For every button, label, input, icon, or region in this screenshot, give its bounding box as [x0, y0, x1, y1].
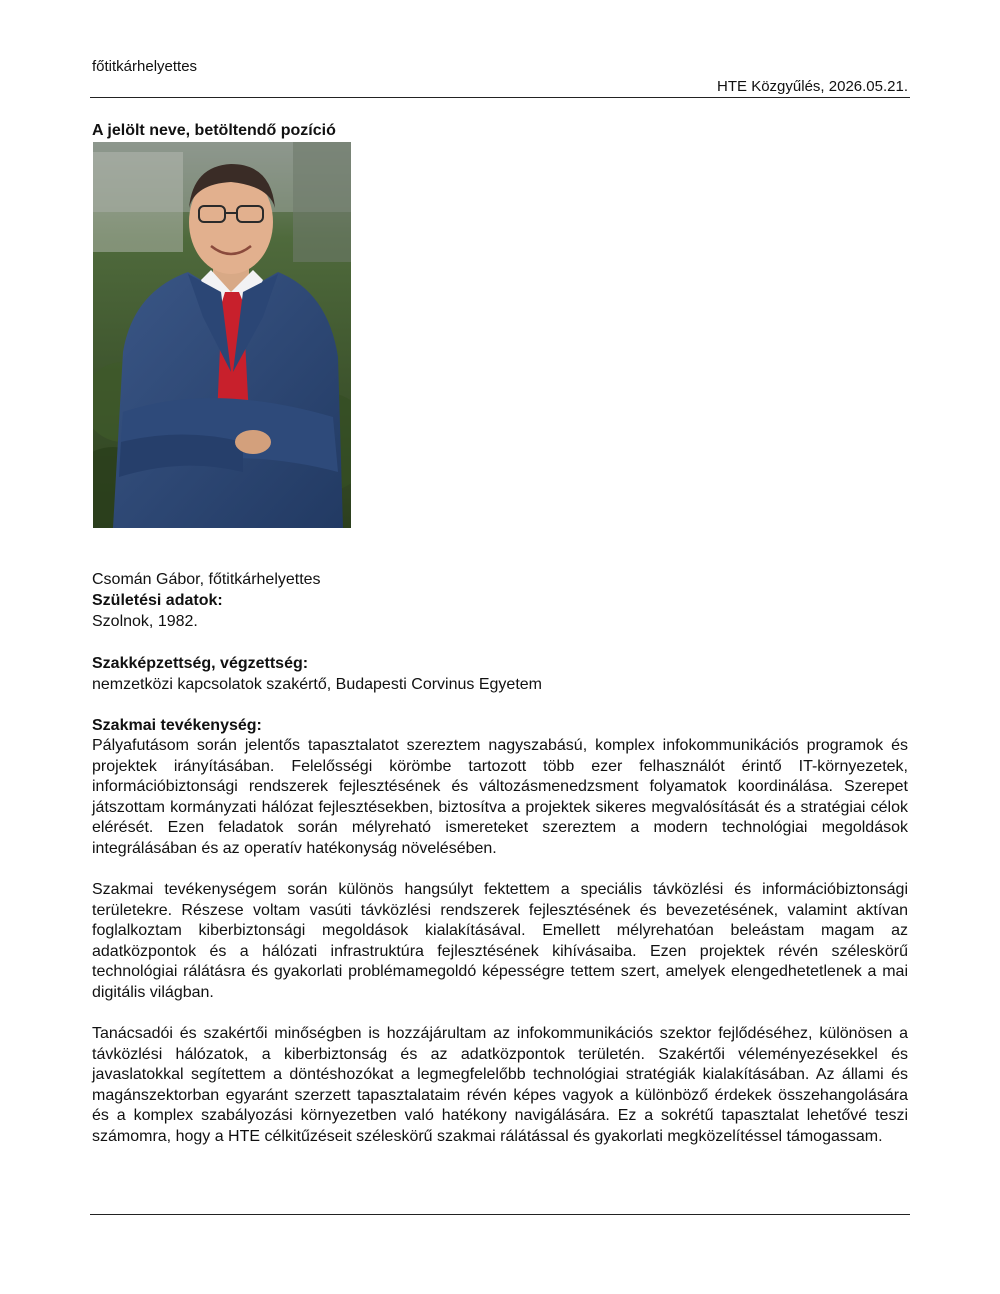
activity-paragraph: Pályafutásom során jelentős tapasztalatot szereztem nagyszabású, komplex infokommunikációs programok és projektek irányításában. Felelősségi körömbe tartozott több ezer felhasználót érintő IT-környezetek, információbiztonsági rendszerek fejlesztésének és változásmenedzsment folyamatok koordinálása. Szerepet játszottam kormányzati hálózat fejlesztésekben, biztosítva a projektek sikeres megvalósítását és a stratégiai célok elérését. Ezen feladatok során mélyreható ismereteket szereztem a modern technológiai megoldások integrálásában és az operatív hatékonyság növelésében.: [92, 737, 908, 857]
education-label: Szakképzettség, végzettség:: [92, 655, 309, 672]
activity-paragraph: Tanácsadói és szakértői minőségben is hozzájárultam az infokommunikációs szektor fejlődéséhez, különösen a távközlési hálózatok, a kiberbiztonság és az adatközpontok területén. Szakértői véleményezésekkel és javaslatokkal segítettem a döntéshozókat a legmegfelelőbb technológiai stratégiák kialakításában. Az állami és magánszektorban egyaránt szerzett tapasztalataim révén képes vagyok a különböző érdekek összehangolására és a komplex szabályozási környezetben való hatékony navigálására. Ez a sokrétű tapasztalat lehetővé teszi számomra, hogy a HTE célkitűzéseit széleskörű szakmai rálátással és gyakorlati megközelítéssel támogassam.: [92, 1025, 908, 1145]
header-right-text: HTE Közgyűlés, 2026.05.21.: [717, 78, 908, 95]
birth-value: Szolnok, 1982.: [92, 613, 198, 630]
activity-label: Szakmai tevékenység:: [92, 717, 262, 734]
section-title: A jelölt neve, betöltendő pozíció: [92, 122, 336, 139]
header-divider: [90, 97, 910, 98]
candidate-name-position: Csomán Gábor, főtitkárhelyettes: [92, 571, 321, 588]
header-left-text: főtitkárhelyettes: [92, 58, 198, 75]
footer-divider: [90, 1214, 910, 1215]
candidate-photo: [93, 142, 351, 528]
birth-label: Születési adatok:: [92, 592, 223, 609]
education-value: nemzetközi kapcsolatok szakértő, Budapesti Corvinus Egyetem: [92, 676, 542, 693]
activity-paragraph: Szakmai tevékenységem során különös hangsúlyt fektettem a speciális távközlési és információbiztonsági területekre. Részese voltam vasúti távközlési rendszerek fejlesztésének és bevezetésének, valamint aktívan foglalkoztam kiberbiztonsági megoldások kialakításával. Emellett mélyrehatóan beleástam magam az adatközpontok és a hálózati infrastruktúra fejlesztésének kihívásaiba. Ezen projektek révén széleskörű technológiai rálátásra és gyakorlati problémamegoldó képességre tettem szert, amelyek elengedhetetlenek a mai digitális világban.: [92, 881, 908, 1001]
